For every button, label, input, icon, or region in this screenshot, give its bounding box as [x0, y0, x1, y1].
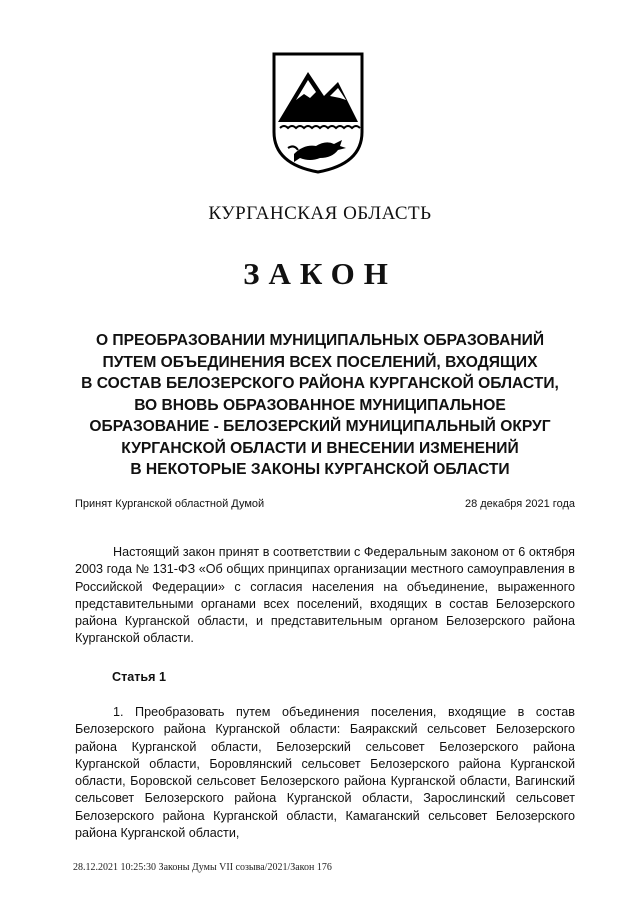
law-subject-title — [40, 330, 600, 481]
adoption-info — [75, 498, 575, 510]
coat-of-arms-icon — [266, 52, 370, 174]
coat-of-arms-emblem — [266, 52, 370, 174]
subject-line: В СОСТАВ БЕЛОЗЕРСКОГО РАЙОНА КУРГАНСКОЙ ОБЛАСТИ, — [81, 375, 559, 392]
subject-line: В НЕКОТОРЫЕ ЗАКОНЫ КУРГАНСКОЙ ОБЛАСТИ — [130, 461, 510, 478]
subject-line: ВО ВНОВЬ ОБРАЗОВАННОЕ МУНИЦИПАЛЬНОЕ — [134, 396, 506, 414]
article-heading: Статья 1 — [112, 670, 167, 684]
article-paragraph: 1. Преобразовать путем объединения поселения, входящие в состав Белозерского района Курганской области: Баяракский сельсовет Белозерского района Курганской области, Белозерский сельсовет Белозерского района Курганской области, Боровлянский сельсовет Белозерского района Курганской области, Боровской сельсовет Белозерского района Курганской области, Вагинский сельсовет Белозерского района Курганской области, Зарослинский сельсовет Белозерского района Курганской области, Камаганский сельсовет Белозерского района Курганской области, — [75, 705, 575, 841]
subject-line: О ПРЕОБРАЗОВАНИИ МУНИЦИПАЛЬНЫХ ОБРАЗОВАНИЙ — [95, 332, 545, 349]
subject-line: ПУТЕМ ОБЪЕДИНЕНИЯ ВСЕХ ПОСЕЛЕНИЙ, ВХОДЯЩИХ — [102, 353, 538, 371]
adoption-date: 28 декабря 2021 года — [464, 498, 575, 510]
subject-line: ОБРАЗОВАНИЕ - БЕЛОЗЕРСКИЙ МУНИЦИПАЛЬНЫЙ ОКРУГ — [89, 418, 551, 435]
region-name: КУРГАНСКАЯ ОБЛАСТЬ — [208, 203, 432, 224]
document-footer: 28.12.2021 10:25:30 Законы Думы VII созыва/2021/Закон 176 — [73, 862, 332, 873]
document-type-title: ЗАКОН — [243, 256, 397, 291]
preamble-paragraph: Настоящий закон принят в соответствии с Федеральным законом от 6 октября 2003 года № 131-ФЗ «Об общих принципах организации местного самоуправления в Российской Федерации» с согласия населения на объединение, выраженного представительными органами всех поселений, входящих в состав Белозерского района Курганской области, и представительным органом Белозерского района Курганской области. — [75, 545, 575, 646]
adopted-by: Принят Курганской областной Думой — [75, 498, 265, 510]
subject-line: КУРГАНСКОЙ ОБЛАСТИ И ВНЕСЕНИИ ИЗМЕНЕНИЙ — [121, 439, 519, 457]
